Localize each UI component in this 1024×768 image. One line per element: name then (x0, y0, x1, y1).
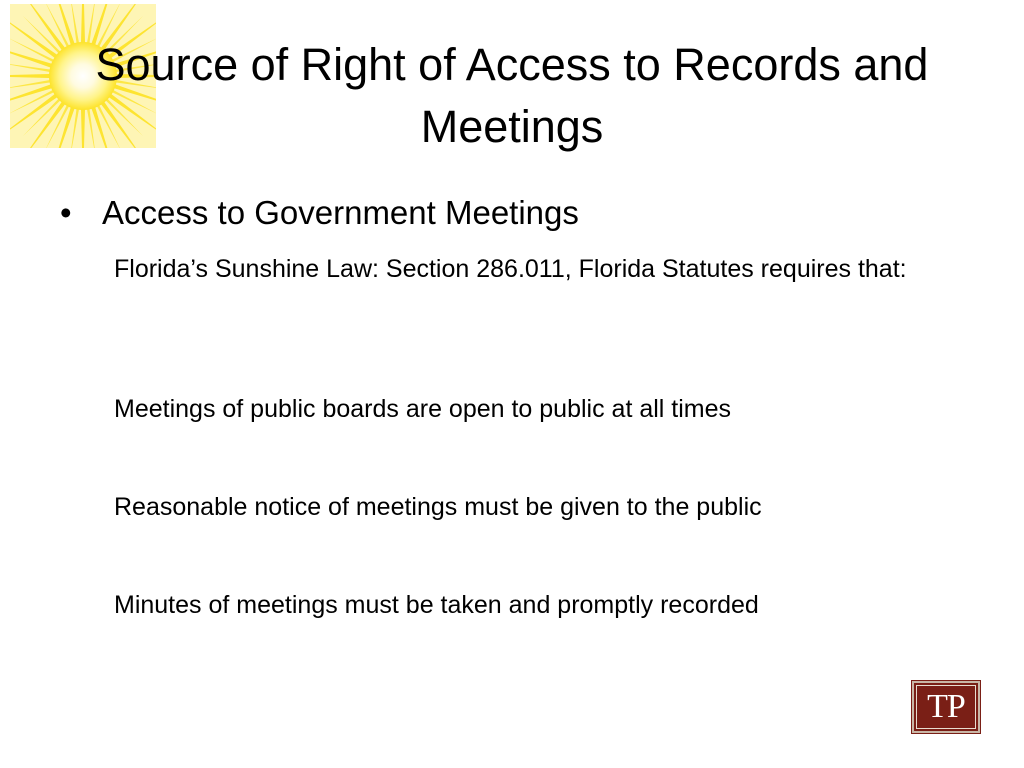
tp-logo-text: TP (916, 685, 976, 729)
bullet-item (60, 190, 579, 236)
sub-item-reasonable-notice: Reasonable notice of meetings must be given to the public (114, 493, 762, 521)
bullet-text: Access to Government Meetings (102, 194, 579, 231)
sub-item-open-meetings: Meetings of public boards are open to public at all times (114, 395, 732, 423)
sub-item-minutes: Minutes of meetings must be taken and promptly recorded (114, 591, 759, 619)
slide-title: Source of Right of Access to Records and Meetings (95, 39, 929, 152)
tp-logo (912, 681, 980, 733)
sub-item-sunshine-law: Florida’s Sunshine Law: Section 286.011, Florida Statutes requires that: (114, 255, 907, 283)
bullet-marker: • (60, 194, 72, 231)
